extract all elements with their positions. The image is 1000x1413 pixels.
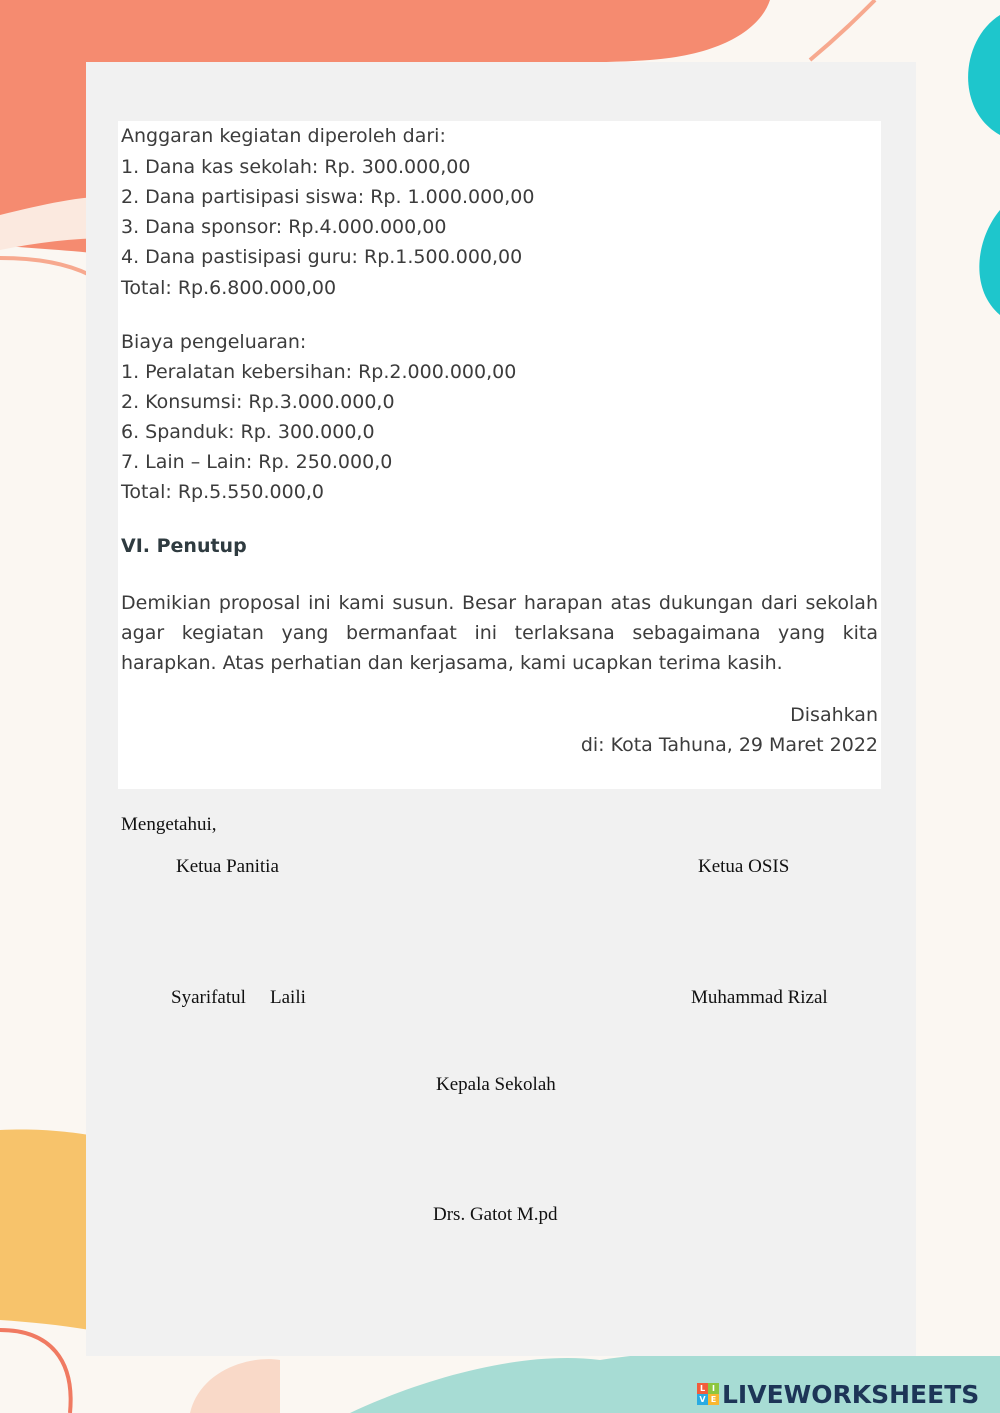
approved-label: Disahkan: [790, 704, 878, 726]
income-item: 1. Dana kas sekolah: Rp. 300.000,00: [121, 156, 471, 178]
right-signer-role: Ketua OSIS: [698, 856, 790, 877]
income-item: 4. Dana pastisipasi guru: Rp.1.500.000,00: [121, 246, 523, 268]
expense-item: 7. Lain – Lain: Rp. 250.000,0: [121, 451, 393, 473]
income-item: 2. Dana partisipasi siswa: Rp. 1.000.000,00: [121, 186, 535, 208]
liveworksheets-logo-icon: [697, 1383, 719, 1405]
income-title: Anggaran kegiatan diperoleh dari:: [121, 125, 446, 147]
left-signer-first-name: Syarifatul: [171, 987, 246, 1008]
right-signer-name: Muhammad Rizal: [691, 987, 828, 1008]
coral-ring-bottom-left: [0, 1330, 71, 1413]
closing-paragraph: Demikian proposal ini kami susun. Besar harapan atas dukungan dari sekolah agar kegiatan yang bermanfaat ini terlaksana sebagaimana yang kita harapkan. Atas perhatian dan kerjasama, kami ucapkan terima kasih.: [121, 592, 878, 674]
expense-item: 6. Spanduk: Rp. 300.000,0: [121, 421, 375, 443]
peach-line-top: [810, 0, 875, 60]
principal-role: Kepala Sekolah: [436, 1074, 556, 1095]
left-signer-last-name: Laili: [270, 987, 306, 1008]
expense-item: 1. Peralatan kebersihan: Rp.2.000.000,00: [121, 361, 517, 383]
logo-icon-letter: L: [697, 1383, 708, 1394]
left-signer-role: Ketua Panitia: [176, 856, 279, 877]
income-total: Total: Rp.6.800.000,00: [121, 277, 337, 299]
place-date: di: Kota Tahuna, 29 Maret 2022: [580, 734, 878, 756]
teal-blob-top-right: [968, 15, 1000, 135]
yellow-blob-bottom-left: [0, 1129, 90, 1330]
closing-heading: VI. Penutup: [121, 535, 247, 557]
logo-icon-letter: V: [697, 1394, 708, 1405]
expense-item: 2. Konsumsi: Rp.3.000.000,0: [121, 391, 395, 413]
logo-text: LIVEWORKSHEETS: [722, 1379, 980, 1409]
expense-title: Biaya pengeluaran:: [121, 331, 307, 353]
logo-icon-letter: E: [708, 1394, 719, 1405]
peach-blob-bottom: [190, 1359, 280, 1413]
income-item: 3. Dana sponsor: Rp.4.000.000,00: [121, 216, 447, 238]
liveworksheets-logo[interactable]: [697, 1378, 979, 1410]
peach-line-left: [0, 258, 90, 275]
expense-total: Total: Rp.5.550.000,0: [121, 481, 324, 503]
logo-icon-letter: I: [708, 1383, 719, 1394]
teal-blob-right: [979, 210, 1000, 315]
principal-name: Drs. Gatot M.pd: [433, 1204, 558, 1225]
acknowledged-label: Mengetahui,: [121, 814, 217, 835]
